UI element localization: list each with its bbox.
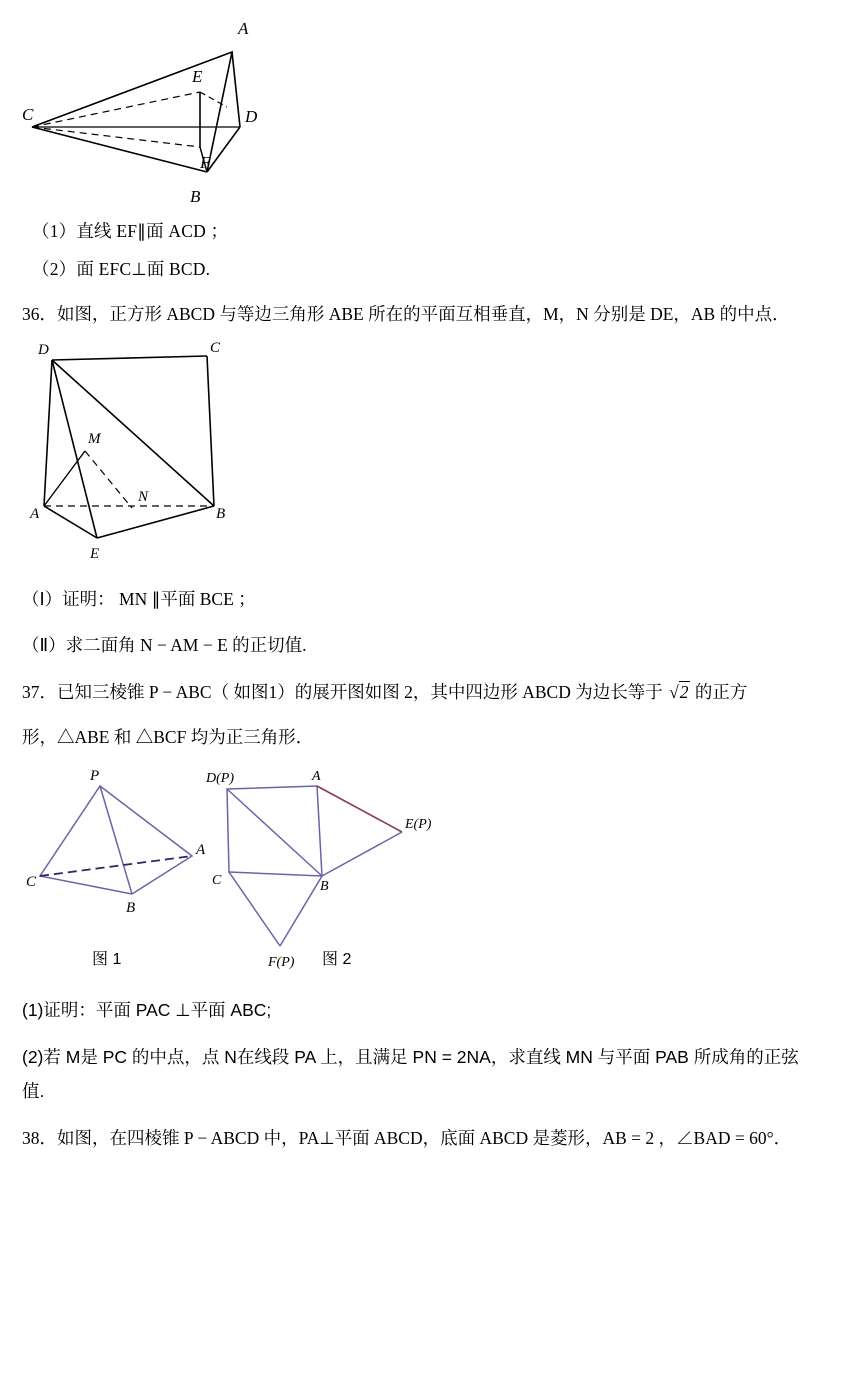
figure-37-fig1-label-A: A <box>196 842 206 859</box>
q38-text: 如图，在四棱锥 P − ABCD 中，PA⊥平面 ABCD，底面 ABCD 是菱形，AB = 2 ，∠BAD = 60°． <box>57 1128 792 1148</box>
figure-37-fig2-label-EP: E(P) <box>405 817 432 833</box>
figure-36-label-N: N <box>138 488 149 505</box>
q35-part-2: （2）面 EFC⊥面 BCD. <box>32 259 211 279</box>
q37-part-1: (1)证明：平面 PAC ⊥平面 ABC; <box>22 1000 272 1021</box>
q36-part-1: （Ⅰ）证明： MN ∥平面 BCE ； <box>22 588 256 609</box>
figure-label-E: E <box>192 67 203 86</box>
q35-part-1: （1）直线 EF∥面 ACD ； <box>32 221 229 241</box>
document-content <box>22 12 834 1154</box>
q38-number: 38． <box>22 1128 57 1148</box>
figure-36-label-B: B <box>216 505 226 522</box>
q37-number: 37． <box>22 681 57 702</box>
figure-36-label-C: C <box>210 339 221 356</box>
figure-tetrahedron-with-EF <box>22 12 834 207</box>
figure-label-F: F <box>200 153 211 172</box>
q37-text-a: 已知三棱锥 P − ABC（ 如图1）的展开图如图 2，其中四边形 ABCD 为边长等于 <box>57 681 668 702</box>
q37-text-b: 的正方 <box>690 681 748 702</box>
q37-stem-line2: 形，△ABE 和 △BCF 均为正三角形． <box>22 726 314 747</box>
figure-37-fig1-label-B: B <box>126 900 136 917</box>
figure-36-label-E: E <box>90 545 100 562</box>
figure-tetrahedron-svg <box>22 12 312 207</box>
q38-stem <box>22 1123 834 1154</box>
figure-square-ABCD-triangle-ABE <box>22 338 834 568</box>
q36-text: 如图，正方形 ABCD 与等边三角形 ABE 所在的平面互相垂直，M，N 分别是 DE，AB 的中点． <box>57 304 790 324</box>
q36-number: 36． <box>22 304 57 324</box>
q37-stem-line1 <box>22 677 834 708</box>
figure-36-svg <box>22 338 302 568</box>
figure-37-fig1-label-P: P <box>90 768 100 785</box>
figure-37-fig2-label-FP: F(P) <box>268 955 295 971</box>
figure-36-label-A: A <box>30 505 40 522</box>
figure-37-caption-1: 图 1 <box>92 951 122 969</box>
figure-37-svg <box>22 764 462 979</box>
figure-37-group <box>22 764 834 979</box>
figure-37-fig2-label-B: B <box>320 879 329 895</box>
figure-label-A: A <box>238 19 249 38</box>
figure-label-B: B <box>190 187 201 206</box>
q36-part-2: （Ⅱ）求二面角 N − AM − E 的正切值. <box>22 635 307 656</box>
figure-37-fig2-label-C: C <box>212 873 222 889</box>
q36-stem <box>22 299 834 330</box>
figure-37-fig2-label-A: A <box>312 769 321 785</box>
sqrt-radicand: 2 <box>679 681 689 702</box>
figure-label-D: D <box>245 107 258 126</box>
q37-part-2: (2)若 M是 PC 的中点，点 N在线段 PA 上，且满足 PN = 2NA，求直线 MN 与平面 PAB 所成角的正弦 <box>22 1046 799 1067</box>
figure-37-caption-2: 图 2 <box>322 951 352 969</box>
figure-37-fig2-label-DP: D(P) <box>206 771 234 787</box>
figure-36-label-D: D <box>38 341 49 358</box>
figure-36-label-M: M <box>88 430 101 447</box>
figure-37-fig1-label-C: C <box>26 874 37 891</box>
sqrt-symbol: √2 <box>669 681 689 702</box>
q37-part-2-cont: 值. <box>22 1081 45 1102</box>
figure-label-C: C <box>22 105 34 124</box>
